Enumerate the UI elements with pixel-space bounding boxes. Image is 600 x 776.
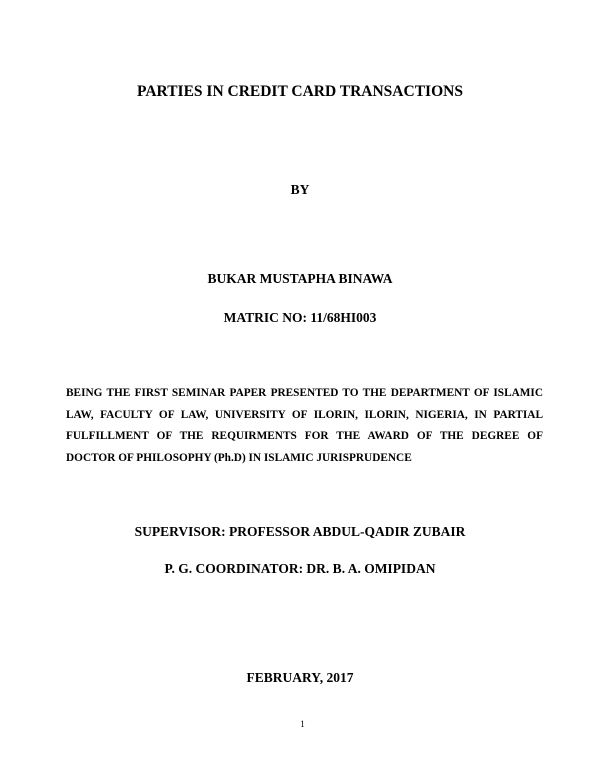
submission-statement: BEING THE FIRST SEMINAR PAPER PRESENTED TO THE DEPARTMENT OF ISLAMIC LAW, FACULTY OF LAW, UNIVERSITY OF ILORIN, ILORIN, NIGERIA, IN PARTIAL FULFILLMENT OF THE REQUIRMENTS FOR THE AWARD OF THE DEGREE OF DOCTOR OF PHILOSOPHY (Ph.D) IN ISLAMIC JURISPRUDENCE	[66, 387, 543, 464]
coordinator-line: P. G. COORDINATOR: DR. B. A. OMIPIDAN	[164, 561, 436, 576]
page-number: 1	[300, 719, 305, 729]
submission-date: FEBRUARY, 2017	[246, 670, 354, 685]
supervisor-line: SUPERVISOR: PROFESSOR ABDUL-QADIR ZUBAIR	[134, 524, 466, 539]
matric-number: MATRIC NO: 11/68HI003	[223, 310, 377, 325]
by-line: BY	[290, 182, 310, 197]
author-name: BUKAR MUSTAPHA BINAWA	[207, 271, 393, 286]
document-title: PARTIES IN CREDIT CARD TRANSACTIONS	[137, 83, 463, 100]
